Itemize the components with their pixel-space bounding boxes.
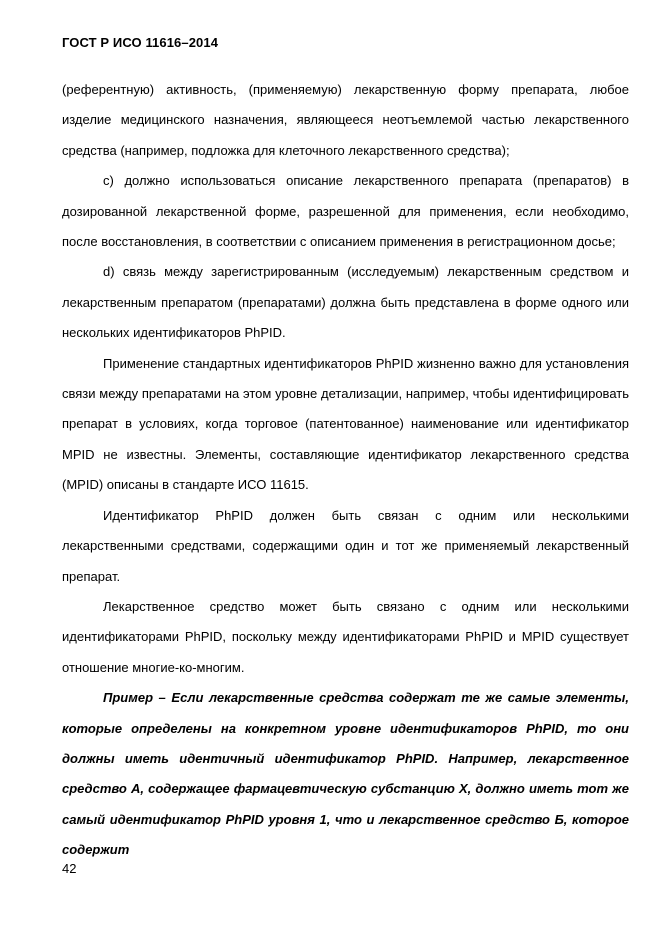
paragraph-continuation: (референтную) активность, (применяемую) лекарственную форму препарата, любое изделие медицинского назначения, являющееся неотъемлемой частью лекарственного средства (например, подложка для клеточного лекарственного средства); — [62, 82, 629, 158]
paragraph-many-to-many: Лекарственное средство может быть связано с одним или несколькими идентификаторами PhPID, поскольку между идентификаторами PhPID и MPID существует отношение многие-ко-многим. — [62, 598, 629, 675]
body-text — [62, 75, 629, 866]
page-number: 42 — [62, 861, 77, 876]
standard-header: ГОСТ Р ИСО 11616–2014 — [62, 35, 219, 50]
example-paragraph: Пример – Если лекарственные средства содержат те же самые элементы, которые определены на конкретном уровне идентификаторов PhPID, то они должны иметь идентичный идентификатор PhPID. Например, лекарственное средство A, содержащее фармацевтическую субстанцию X, должно иметь тот же самый идентификатор PhPID уровня 1, что и лекарственное средство Б, которое содержит — [62, 690, 629, 858]
list-item-c: c) должно использоваться описание лекарственного препарата (препаратов) в дозированной лекарственной форме, разрешенной для применения, если необходимо, после восстановления, в соответствии с описанием применения в регистрационном досье; — [62, 173, 629, 250]
list-item-d: d) связь между зарегистрированным (исследуемым) лекарственным средством и лекарственным препаратом (препаратами) должна быть представлена в форме одного или нескольких идентификаторов PhPID. — [62, 264, 629, 341]
paragraph-phpid-importance: Применение стандартных идентификаторов PhPID жизненно важно для установления связи между препаратами на этом уровне детализации, например, чтобы идентифицировать препарат в условиях, когда торговое (патентованное) наименование или идентификатор MPID не известны. Элементы, составляющие идентификатор лекарственного средства (MPID) описаны в стандарте ИСО 11615. — [62, 355, 629, 493]
paragraph-phpid-linkage: Идентификатор PhPID должен быть связан с одним или несколькими лекарственными средствами, содержащими один и тот же применяемый лекарственный препарат. — [62, 507, 629, 584]
